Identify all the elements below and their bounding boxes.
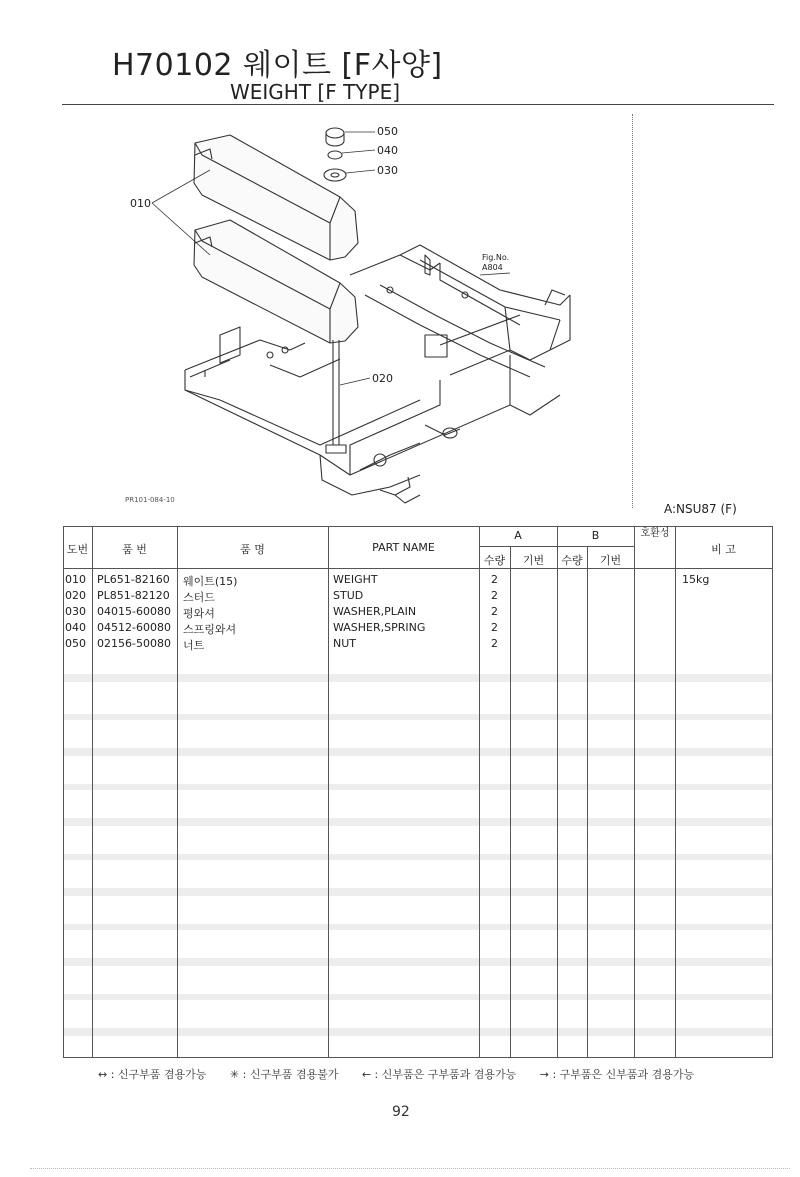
nut bbox=[326, 128, 344, 138]
parts-diagram bbox=[90, 115, 630, 510]
header-part-no: 품 번 bbox=[122, 543, 147, 556]
model-code: A:NSU87 (F) bbox=[664, 502, 737, 516]
plain-washer bbox=[324, 169, 346, 181]
spring-washer bbox=[328, 151, 342, 159]
header-ref: 도번 bbox=[66, 543, 89, 556]
callout-050: 050 bbox=[377, 125, 398, 138]
header-base-b: 기번 bbox=[599, 554, 622, 567]
legend-item: ← : 신부품은 구부품과 겸용가능 bbox=[361, 1068, 517, 1081]
legend-item: ✳ : 신구부품 겸용불가 bbox=[229, 1068, 339, 1081]
fig-no-value: A804 bbox=[482, 263, 503, 272]
vertical-dotted-divider bbox=[632, 114, 633, 508]
legend-item: ↔ : 신구부품 겸용가능 bbox=[98, 1068, 207, 1081]
header-base-a: 기번 bbox=[522, 554, 545, 567]
legend-item: → : 구부품은 신부품과 겸용가능 bbox=[539, 1068, 695, 1081]
figure-reference: PR101-084-10 bbox=[125, 496, 175, 504]
header-qty-a: 수량 bbox=[483, 554, 506, 567]
parts-table: 도번 품 번 품 명 PART NAME A B 수량 기번 수량 기번 호환성 비 고 010 PL651-82160 웨이트(15) WEIGHT 2 15kg 020 PL851-82120 스터드 STUD 2 030 04015-60080 평와셔 WASHER,PLAIN 2 040 04512-60080 스프링와셔 WASHER,SPRING 2 050 02156-50080 너트 NUT 2 bbox=[63, 526, 773, 1058]
header-group-a: A bbox=[514, 529, 522, 542]
callout-020: 020 bbox=[372, 372, 393, 385]
page-subtitle: WEIGHT [F TYPE] bbox=[230, 80, 401, 104]
header-name-en: PART NAME bbox=[372, 541, 435, 554]
header-qty-b: 수량 bbox=[561, 554, 583, 567]
bottom-divider bbox=[30, 1168, 790, 1169]
header-compat: 호환성 bbox=[640, 528, 670, 539]
callout-010: 010 bbox=[130, 197, 151, 210]
page-number: 92 bbox=[392, 1104, 410, 1120]
callout-030: 030 bbox=[377, 164, 398, 177]
legend bbox=[98, 1066, 714, 1082]
header-name-kr: 품 명 bbox=[240, 543, 265, 556]
title-divider bbox=[62, 104, 774, 105]
callout-040: 040 bbox=[377, 144, 398, 157]
header-group-b: B bbox=[591, 529, 600, 542]
stud bbox=[326, 340, 346, 453]
header-remarks: 비 고 bbox=[711, 543, 736, 556]
page-title: H70102 웨이트 [F사양] bbox=[112, 48, 443, 83]
fig-no-label: Fig.No. bbox=[482, 253, 510, 262]
